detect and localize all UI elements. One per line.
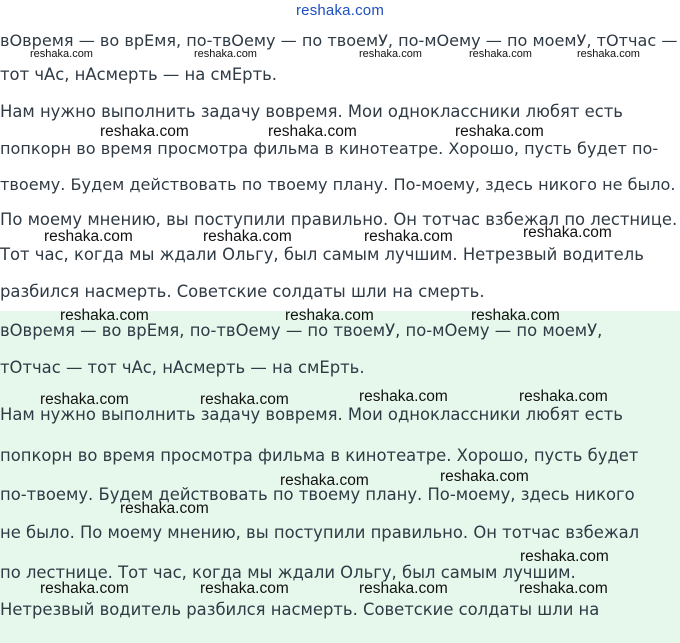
watermark: reshaka.com (268, 123, 357, 140)
text-line: твоему. Будем действовать по твоему плану. По-моему, здесь никого не было. (0, 175, 676, 194)
watermark: reshaka.com (364, 228, 453, 245)
watermark: reshaka.com (200, 391, 289, 408)
site-logo[interactable]: reshaka.com (295, 2, 385, 19)
original-text-block (0, 22, 680, 311)
text-line: тОтчас — тот чАс, нАсмерть — на смЕрть. (0, 358, 365, 377)
watermark: reshaka.com (40, 580, 129, 597)
watermark: reshaka.com (280, 472, 369, 489)
watermark: reshaka.com (523, 224, 612, 241)
text-line: по лестнице. Тот час, когда мы ждали Ольгу, был самым лучшим. (0, 563, 576, 582)
watermark: reshaka.com (440, 468, 529, 485)
watermark: reshaka.com (455, 123, 544, 140)
watermark: reshaka.com (120, 500, 209, 517)
text-line: По моему мнению, вы поступили правильно. Он тотчас взбежал по лестнице. (0, 210, 678, 229)
text-line: попкорн во время просмотра фильма в кинотеатре. Хорошо, пусть будет по- (0, 139, 659, 158)
text-line: Нам нужно выполнить задачу вовремя. Мои одноклассники любят есть (0, 405, 623, 424)
text-line: Тот час, когда мы ждали Ольгу, был самым лучшим. Нетрезвый водитель (0, 245, 644, 264)
watermark: reshaka.com (577, 48, 640, 60)
watermark: reshaka.com (359, 48, 422, 60)
watermark: reshaka.com (285, 307, 374, 324)
text-line: вОвремя — во врЕмя, по-твОему — по твоемУ, по-мОему — по моемУ, тОтчас — (0, 31, 678, 50)
watermark: reshaka.com (194, 48, 257, 60)
watermark: reshaka.com (471, 307, 560, 324)
text-line: вОвремя — во врЕмя, по-твОему — по твоемУ, по-мОему — по моемУ, (0, 321, 603, 340)
text-line: Нетрезвый водитель разбился насмерть. Советские солдаты шли на (0, 600, 600, 619)
watermark: reshaka.com (200, 580, 289, 597)
watermark: reshaka.com (359, 388, 448, 405)
watermark: reshaka.com (359, 580, 448, 597)
text-line: не было. По моему мнению, вы поступили правильно. Он тотчас взбежал (0, 523, 640, 542)
watermark: reshaka.com (469, 48, 532, 60)
watermark: reshaka.com (519, 388, 608, 405)
watermark: reshaka.com (100, 123, 189, 140)
watermark: reshaka.com (519, 580, 608, 597)
watermark: reshaka.com (44, 228, 133, 245)
watermark: reshaka.com (60, 307, 149, 324)
watermark: reshaka.com (40, 391, 129, 408)
watermark: reshaka.com (520, 548, 609, 565)
text-line: Нам нужно выполнить задачу вовремя. Мои одноклассники любят есть (0, 102, 623, 121)
text-line: разбился насмерть. Советские солдаты шли на смерть. (0, 282, 485, 301)
text-line: попкорн во время просмотра фильма в кинотеатре. Хорошо, пусть будет (0, 446, 639, 465)
watermark: reshaka.com (30, 48, 93, 60)
watermark: reshaka.com (203, 228, 292, 245)
text-line: тот чАс, нАсмерть — на смЕрть. (0, 65, 278, 84)
text-line: по-твоему. Будем действовать по твоему плану. По-моему, здесь никого (0, 485, 635, 504)
